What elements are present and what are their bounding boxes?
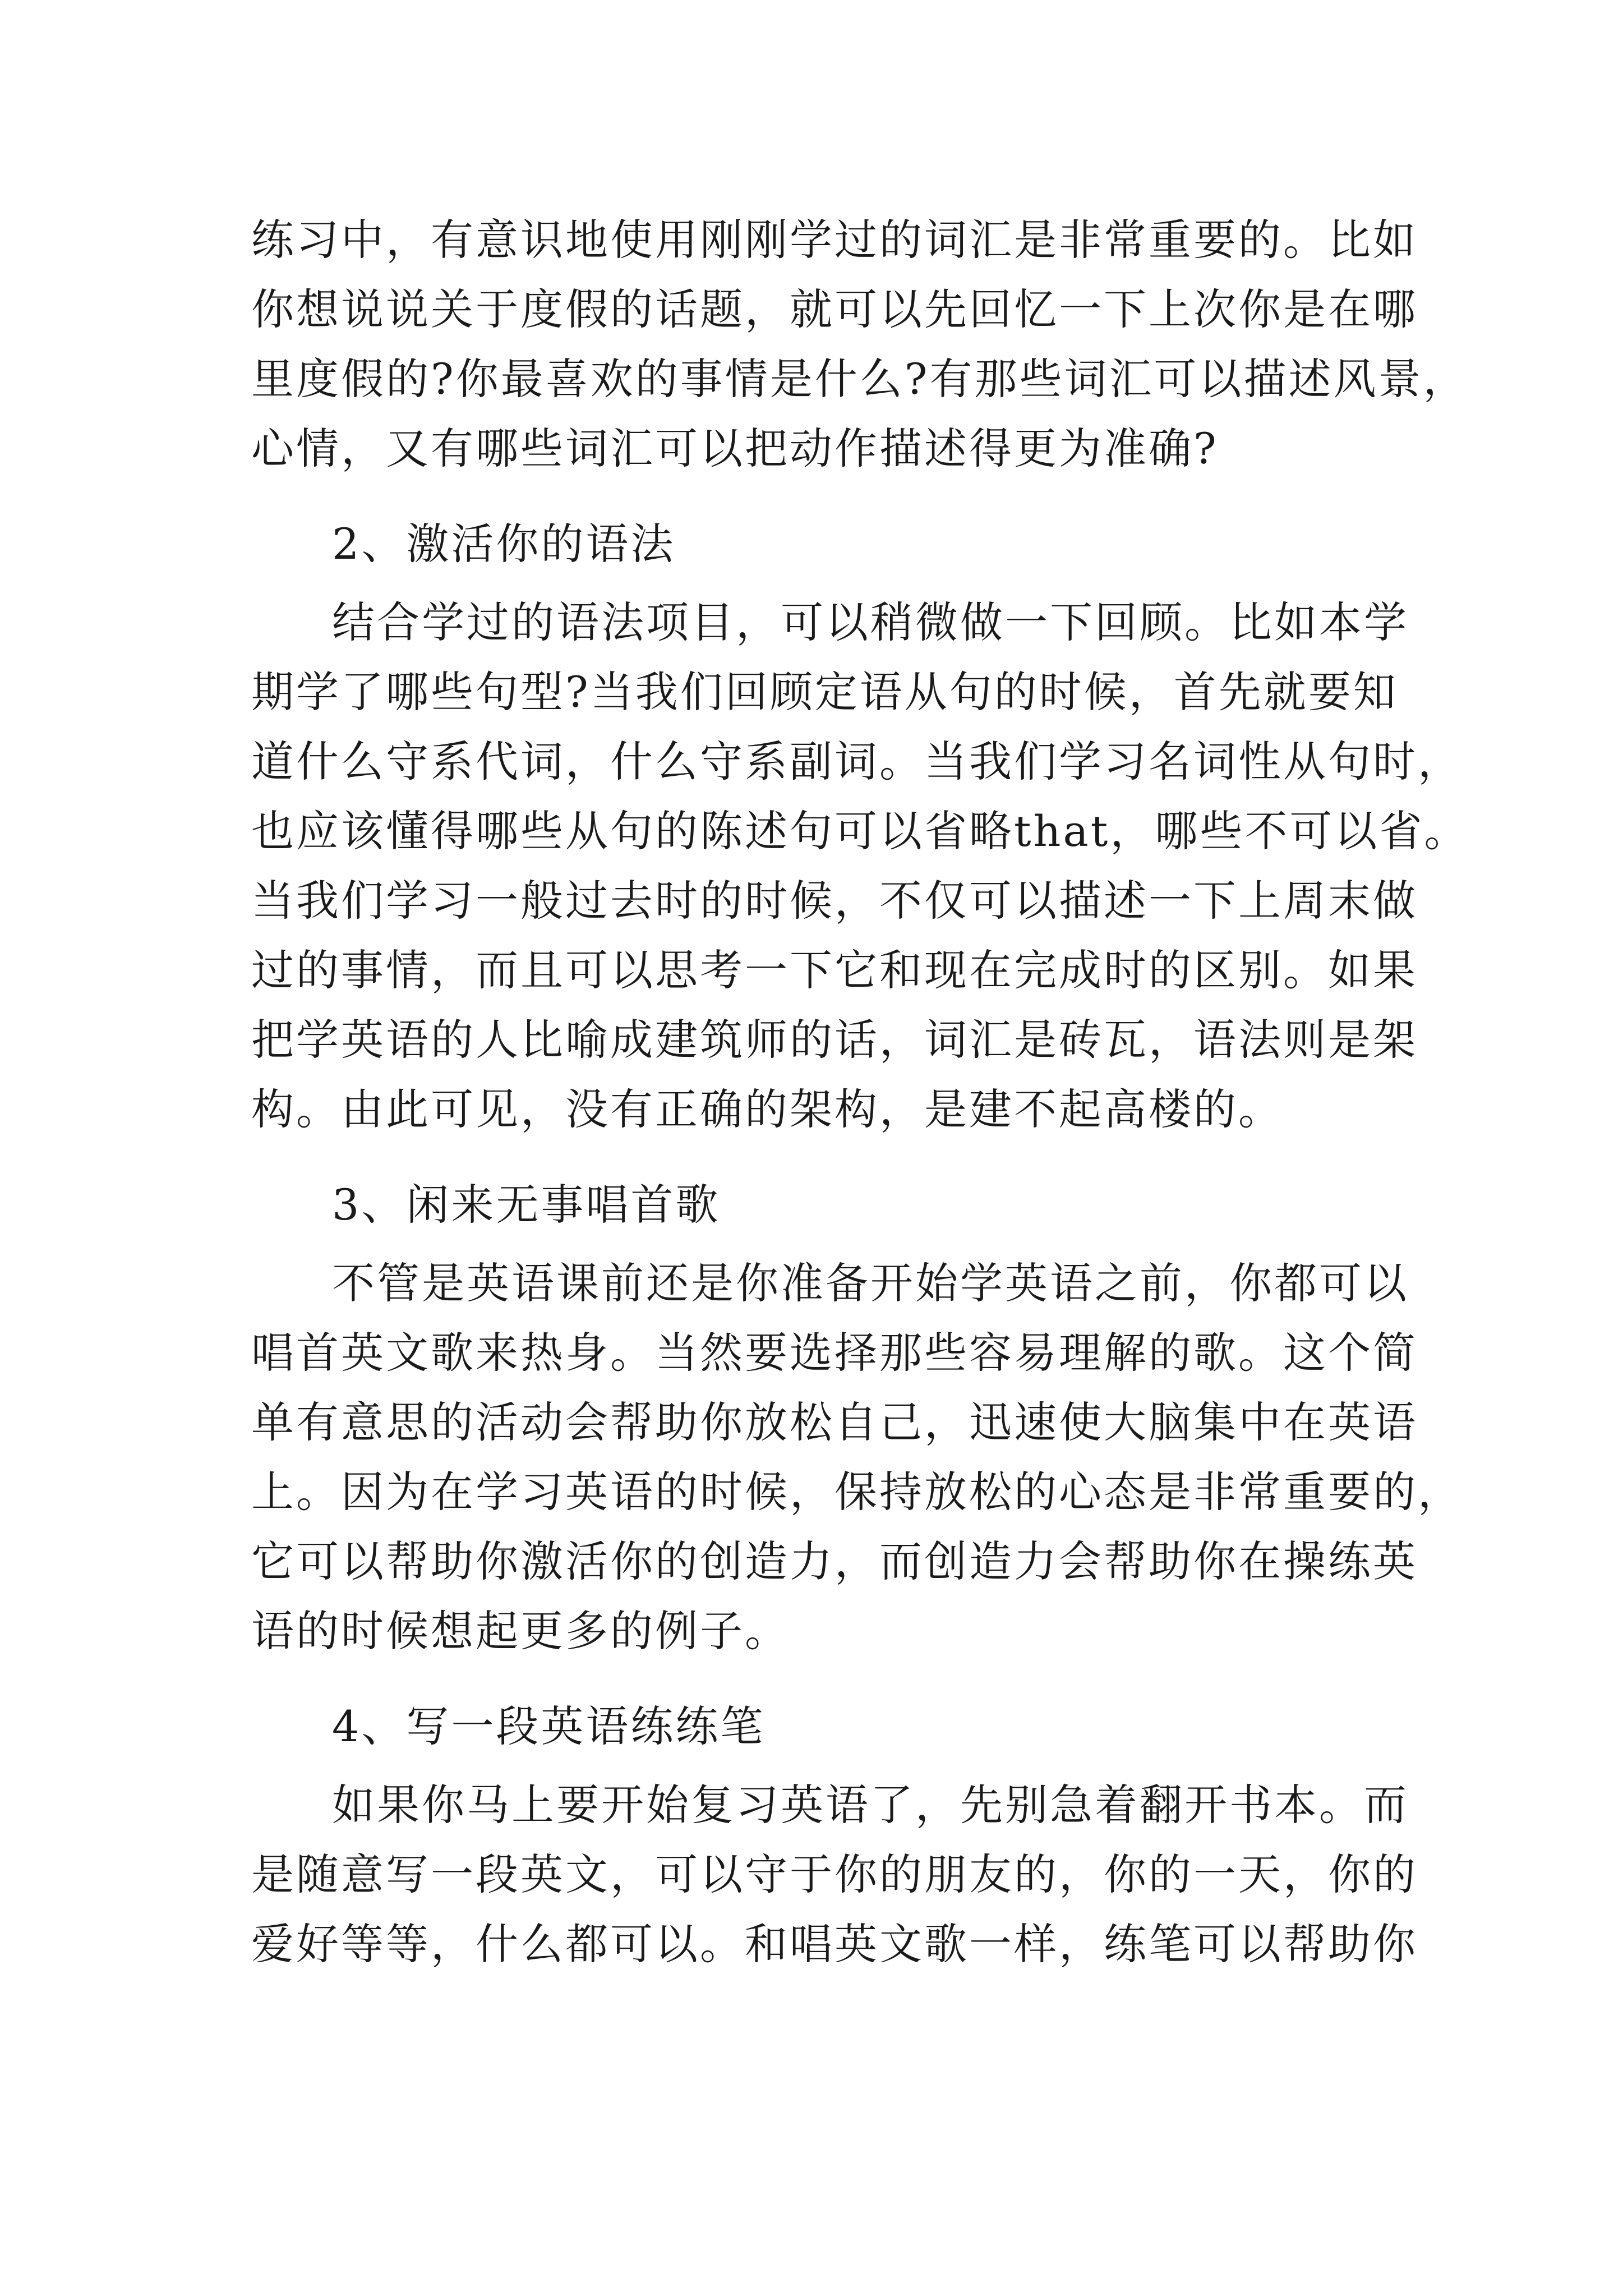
body-text-line: 道什么守系代词，什么守系副词。当我们学习名词性从句时， xyxy=(251,737,1463,786)
section-heading: 2、激活你的语法 xyxy=(332,519,676,569)
body-text-line: 构。由此可见，没有正确的架构，是建不起高楼的。 xyxy=(251,1084,1283,1134)
body-text-line: 如果你马上要开始复习英语了，先别急着翻开书本。而 xyxy=(332,1780,1409,1830)
body-text-line: 也应该懂得哪些从句的陈述句可以省略that，哪些不可以省。 xyxy=(251,806,1469,856)
body-text-line: 当我们学习一般过去时的时候，不仅可以描述一下上周末做 xyxy=(251,876,1418,926)
body-text-line: 把学英语的人比喻成建筑师的话，词汇是砖瓦，语法则是架 xyxy=(251,1015,1418,1065)
body-text-line: 不管是英语课前还是你准备开始学英语之前，你都可以 xyxy=(332,1258,1409,1308)
body-text-line: 单有意思的活动会帮助你放松自己，迅速使大脑集中在英语 xyxy=(251,1397,1418,1447)
body-text-line: 过的事情，而且可以思考一下它和现在完成时的区别。如果 xyxy=(251,945,1418,995)
body-text-line: 上。因为在学习英语的时候，保持放松的心态是非常重要的， xyxy=(251,1467,1463,1517)
body-text-line: 里度假的?你最喜欢的事情是什么?有那些词汇可以描述风景， xyxy=(251,354,1468,404)
section-heading: 3、闲来无事唱首歌 xyxy=(332,1180,721,1230)
body-text-line: 它可以帮助你激活你的创造力，而创造力会帮助你在操练英 xyxy=(251,1536,1418,1586)
body-text-line: 心情，又有哪些词汇可以把动作描述得更为准确? xyxy=(251,424,1219,473)
body-text-line: 练习中，有意识地使用刚刚学过的词汇是非常重要的。比如 xyxy=(251,215,1418,265)
body-text-line: 是随意写一段英文，可以守于你的朋友的，你的一天，你的 xyxy=(251,1849,1418,1899)
body-text-line: 你想说说关于度假的话题，就可以先回忆一下上次你是在哪 xyxy=(251,284,1418,334)
section-heading: 4、写一段英语练练笔 xyxy=(332,1701,766,1751)
body-text-line: 语的时候想起更多的例子。 xyxy=(251,1606,790,1656)
body-text-line: 爱好等等，什么都可以。和唱英文歌一样，练笔可以帮助你 xyxy=(251,1919,1418,1969)
body-text-line: 期学了哪些句型?当我们回顾定语从句的时候，首先就要知 xyxy=(251,667,1398,717)
body-text-line: 结合学过的语法项目，可以稍微做一下回顾。比如本学 xyxy=(332,597,1409,647)
body-text-line: 唱首英文歌来热身。当然要选择那些容易理解的歌。这个简 xyxy=(251,1328,1418,1378)
